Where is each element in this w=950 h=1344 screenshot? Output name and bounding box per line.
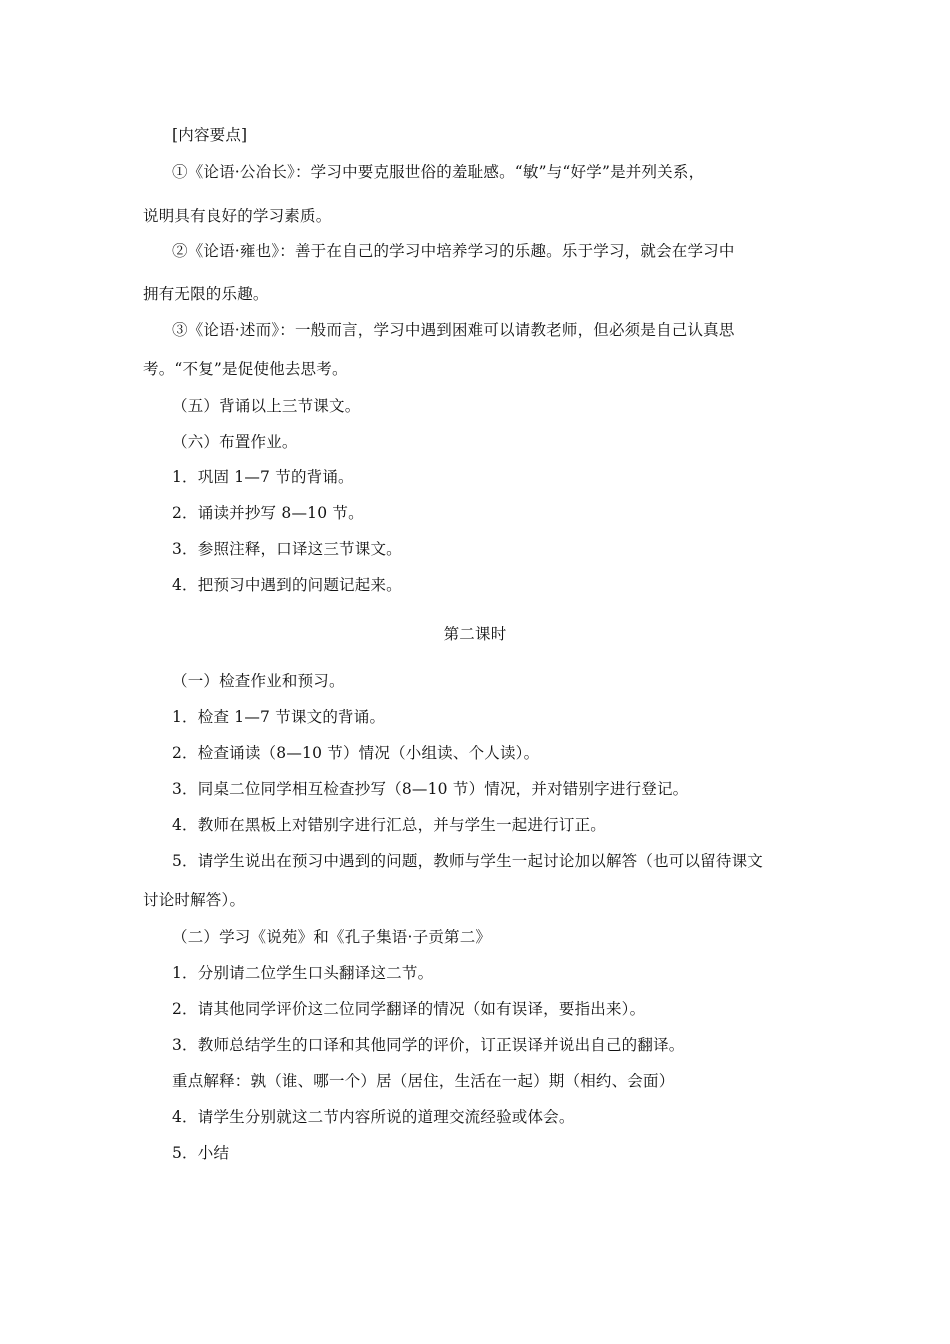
section-header: [内容要点] [172, 126, 248, 144]
part-1-heading: （一）检查作业和预习。 [172, 672, 345, 690]
part-2-item-4: 4．请学生分别就这二节内容所说的道理交流经验或体会。 [172, 1108, 575, 1126]
part-1-item: 1．检查 1—7 节课文的背诵。 [172, 708, 386, 726]
point-3-line-2: 考。“不复”是促使他去思考。 [143, 360, 348, 378]
point-2-line-2: 拥有无限的乐趣。 [143, 285, 269, 303]
homework-item: 4．把预习中遇到的问题记起来。 [172, 576, 402, 594]
part-1-item: 3．同桌二位同学相互检查抄写（8—10 节）情况，并对错别字进行登记。 [172, 780, 689, 798]
part-2-heading: （二）学习《说苑》和《孔子集语·子贡第二》 [172, 928, 492, 946]
homework-item: 1．巩固 1—7 节的背诵。 [172, 468, 354, 486]
homework-item: 2．诵读并抄写 8—10 节。 [172, 504, 364, 522]
homework-item: 3．参照注释，口译这三节课文。 [172, 540, 402, 558]
point-3-line-1: ③《论语·述而》：一般而言，学习中遇到困难可以请教老师，但必须是自己认真思 [172, 321, 735, 339]
step-5: （五）背诵以上三节课文。 [172, 397, 361, 415]
point-2-line-1: ②《论语·雍也》：善于在自己的学习中培养学习的乐趣。乐于学习，就会在学习中 [172, 242, 735, 260]
point-1-line-2: 说明具有良好的学习素质。 [143, 207, 332, 225]
part-2-item: 3．教师总结学生的口译和其他同学的评价，订正误译并说出自己的翻译。 [172, 1036, 685, 1054]
part-1-item-5-line-1: 5．请学生说出在预习中遇到的问题，教师与学生一起讨论加以解答（也可以留待课文 [172, 852, 763, 870]
key-points: 重点解释：孰（谁、哪一个）居（居住，生活在一起）期（相约、会面） [172, 1072, 675, 1090]
part-2-item-5: 5．小结 [172, 1144, 230, 1162]
part-2-item: 2．请其他同学评价这二位同学翻译的情况（如有误译，要指出来）。 [172, 1000, 646, 1018]
part-1-item: 2．检查诵读（8—10 节）情况（小组读、个人读）。 [172, 744, 540, 762]
lesson-2-title: 第二课时 [443, 625, 507, 643]
part-1-item-5-line-2: 讨论时解答）。 [143, 891, 246, 909]
part-2-item: 1．分别请二位学生口头翻译这二节。 [172, 964, 434, 982]
step-6: （六）布置作业。 [172, 433, 298, 451]
part-1-item: 4．教师在黑板上对错别字进行汇总，并与学生一起进行订正。 [172, 816, 606, 834]
point-1-line-1: ①《论语·公冶长》：学习中要克服世俗的羞耻感。“敏”与“好学”是并列关系， [172, 163, 705, 181]
